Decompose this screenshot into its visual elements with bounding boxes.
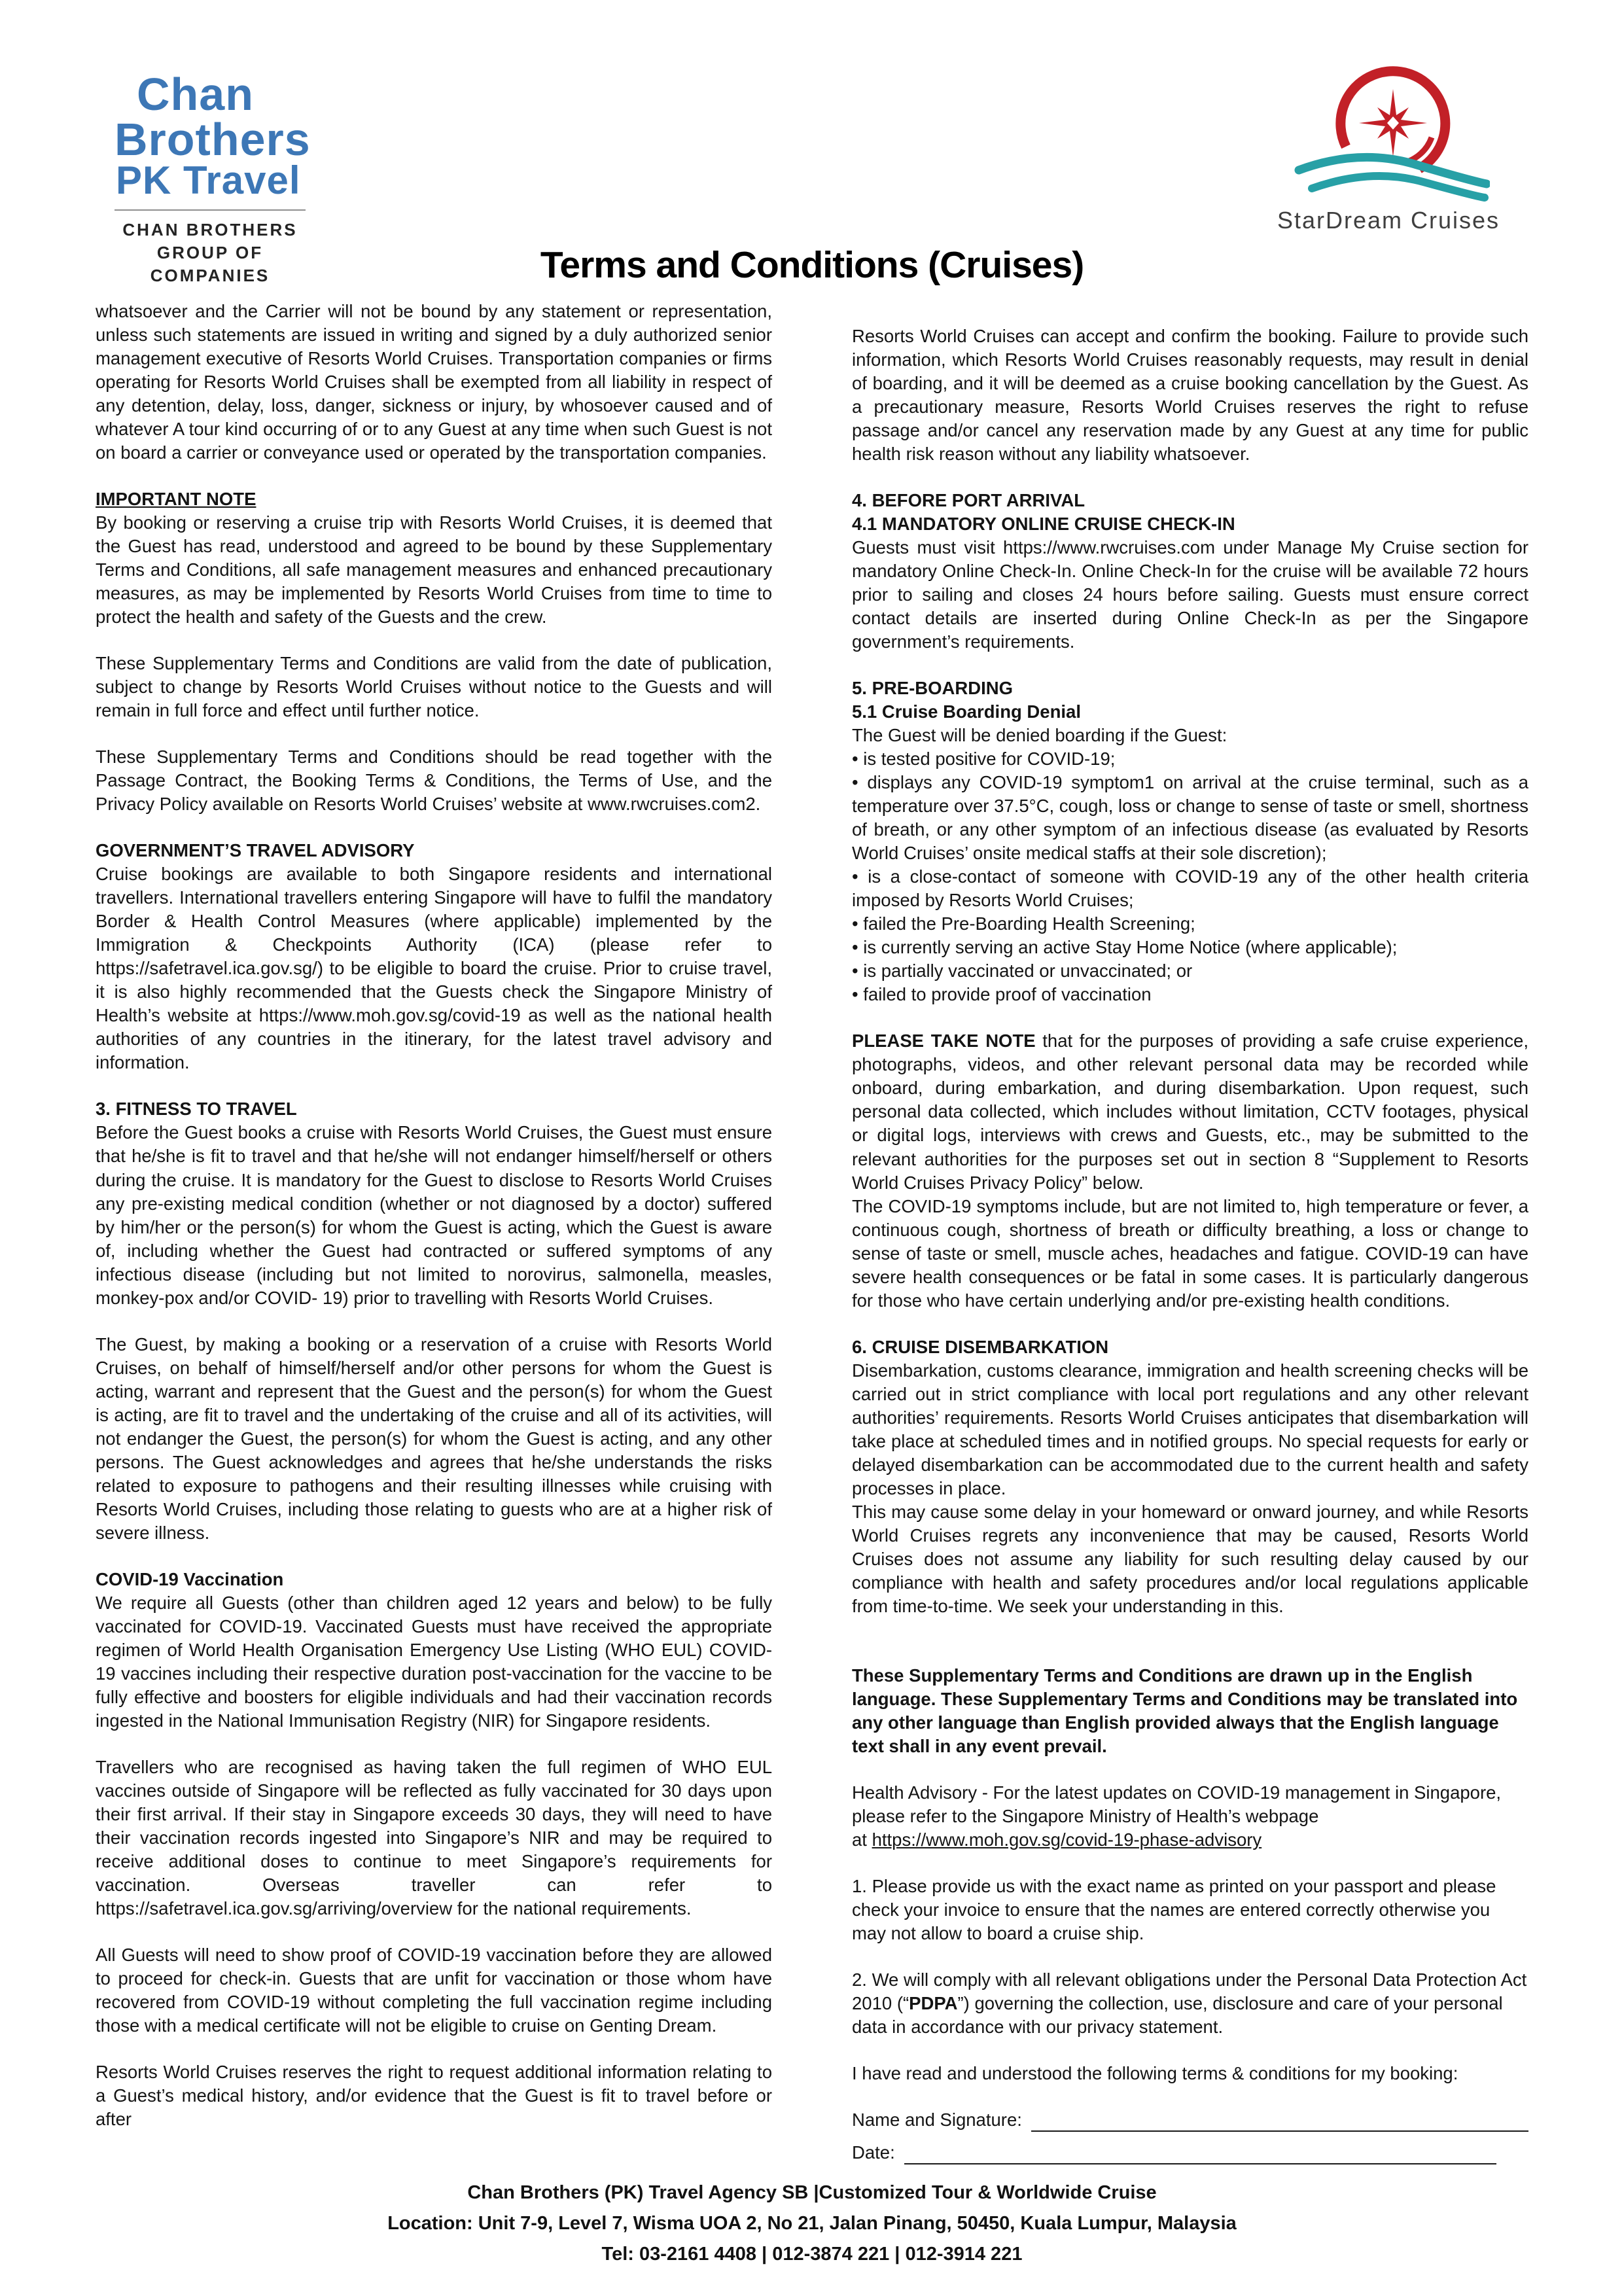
paragraph: All Guests will need to show proof of COVID-19 vaccination before they are allowed to proceed for check-in. Guests that are unfit for vaccination or those whom have recovered from COVID-19 without completing the full vaccination regime including those with a medical certificate will not be eligible to cruise on Genting Dream. [96, 1944, 772, 2036]
please-take-note-text: that for the purposes of providing a safe cruise experience, photographs, videos, and other relevant personal data may be recorded while onboard, during embarkation, and during disembarkation. Upon request, such personal data collected, which includes without limitation, CCTV footages, physical or digital logs, interviews with crews and Guests, etc., may be submitted to the relevant authorities for the purposes set out in section 8 “Supplement to Resorts World Cruises Privacy Policy” below. [852, 1031, 1528, 1193]
logo-divider [115, 209, 306, 211]
passport-name-notice: 1. Please provide us with the exact name as printed on your passport and please check your invoice to ensure that the names are entered correctly otherwise you may not allow to board a cruise ship. [852, 1875, 1496, 1943]
paragraph: These Supplementary Terms and Conditions should be read together with the Passage Contract, the Booking Terms & Conditions, the Terms of Use, and the Privacy Policy available on Resorts World Cruises’ website at www.rwcruises.com2. [96, 747, 772, 815]
pdpa-notice [852, 1968, 1528, 2039]
pdpa-text-post: ”) governing the collection, use, disclosure and care of your personal data in accordance with our privacy statement. [852, 1992, 1503, 2037]
boarding-denial-bullet-list [852, 747, 1528, 1006]
pdpa-label: PDPA [909, 1992, 958, 2013]
english-language-clause: These Supplementary Terms and Conditions are drawn up in the English language. These Supplementary Terms and Conditions may be translated into any other language than English provided always that the English language text shall in any event prevail. [852, 1665, 1518, 1756]
paragraph: The Guest will be denied boarding if the Guest: [852, 725, 1227, 746]
bullet-item: • is currently serving an active Stay Home Notice (where applicable); [852, 937, 1398, 958]
acknowledgement-statement: I have read and understood the following terms & conditions for my booking: [852, 2063, 1458, 2083]
bullet-item: • failed to provide proof of vaccination [852, 984, 1152, 1005]
section-heading-cruise-boarding-denial: 5.1 Cruise Boarding Denial [852, 701, 1081, 722]
health-advisory-line2: please refer to the Singapore Ministry of Health’s webpage [852, 1805, 1319, 1826]
footer-location-line: Location: Unit 7-9, Level 7, Wisma UOA 2, No 21, Jalan Pinang, 50450, Kuala Lumpur, Malaysia [387, 2212, 1237, 2234]
date-label: Date: [852, 2142, 895, 2163]
bullet-item: • is a close-contact of someone with COVID-19 any of the other health criteria imposed by Resorts World Cruises; [852, 866, 1528, 911]
please-take-note-paragraph [852, 1029, 1528, 1194]
paragraph: This may cause some delay in your homeward or onward journey, and while Resorts World Cruises regrets any inconvenience that may be caused, Resorts World Cruises does not assume any liability for such resulting delay caused by our compliance with health and safety procedures and/or local regulations applicable from time-to-time. We seek your understanding in this. [852, 1501, 1528, 1616]
logo-word-pk-travel: PK Travel [116, 158, 301, 203]
page-title: Terms and Conditions (Cruises) [540, 244, 1084, 286]
paragraph: By booking or reserving a cruise trip with Resorts World Cruises, it is deemed that the Guest has read, understood and agreed to be bound by these Supplementary Terms and Conditions, all safe management measures and enhanced precautionary measures, as may be implemented by Resorts World Cruises from time to time to protect the health and safety of the Guests and the crew. [96, 512, 772, 627]
logo-word-brothers: Brothers [115, 113, 311, 165]
bullet-item: • is tested positive for COVID-19; [852, 749, 1116, 769]
paragraph: The Guest, by making a booking or a reservation of a cruise with Resorts World Cruises, on behalf of himself/herself and/or other persons for whom the Guest is acting, warrant and represent that the Guest and the person(s) for whom the Guest is acting, are fit to travel and the undertaking of the cruise and all of its activities, will not endanger the Guest, the person(s) for whom the Guest is acting, and any other persons. The Guest acknowledges and agrees that he/she understands the risks related to exposure to pathogens and their resulting illnesses while cruising with Resorts World Cruises, including those relating to guests who are at a higher risk of severe illness. [96, 1333, 772, 1543]
section-heading-cruise-disembarkation: 6. CRUISE DISEMBARKATION [852, 1336, 1109, 1357]
paragraph: Cruise bookings are available to both Singapore residents and international travellers. International travellers entering Singapore will have to fulfil the mandatory Border & Health Control Measures (where applicable) implemented by the Immigration & Checkpoints Authority (ICA) (please refer to https://safetravel.ica.gov.sg/) to be eligible to board the cruise. Prior to cruise travel, it is also highly recommended that the Guests check the Singapore Ministry of Health’s website at https://www.moh.gov.sg/covid-19 as well as the national health authorities of any countries in the itinerary, for the latest travel advisory and information. [96, 864, 772, 1073]
please-take-note-label: PLEASE TAKE NOTE [852, 1031, 1036, 1051]
bullet-item: • is partially vaccinated or unvaccinated; or [852, 961, 1193, 981]
logo-subtitle-line1: CHAN BROTHERS [122, 219, 298, 239]
paragraph: The COVID-19 symptoms include, but are not limited to, high temperature or fever, a continuous cough, shortness of breath or difficulty breathing, a loss or change to sense of taste or smell, muscle aches, headaches and fatigue. COVID-19 can have severe health consequences or be fatal in some cases. It is particularly dangerous for those who have certain underlying and/or pre-existing health conditions. [852, 1195, 1528, 1311]
paragraph: Before the Guest books a cruise with Resorts World Cruises, the Guest must ensure that he/she is fit to travel and that he/she will not endanger himself/herself or others during the cruise. It is mandatory for the Guest to disclose to Resorts World Cruises any pre-existing medical condition (whether or not diagnosed by a doctor) suffered by him/her or the person(s) for whom the Guest is acting, which the Guest is aware of, including whether the Guest had contracted or suffered symptoms of any infectious disease (including but not limited to norovirus, salmonella, measles, monkey-pox and/or COVID- 19) prior to travelling with Resorts World Cruises. [96, 1122, 772, 1308]
section-heading-before-port-arrival: 4. BEFORE PORT ARRIVAL [852, 490, 1085, 511]
stardream-cruises-logo [1271, 58, 1506, 234]
signature-input-line[interactable] [1031, 2112, 1528, 2132]
health-advisory-line3 [852, 1828, 1528, 1852]
section-heading-important-note: IMPORTANT NOTE [96, 489, 256, 510]
date-row [852, 2141, 1528, 2164]
section-heading-pre-boarding: 5. PRE-BOARDING [852, 678, 1013, 699]
section-heading-fitness-to-travel: 3. FITNESS TO TRAVEL [96, 1099, 297, 1120]
stardream-logo-label: StarDream Cruises [1277, 207, 1500, 234]
paragraph: Resorts World Cruises reserves the right to request additional information relating to a Guest’s medical history, and/or evidence that the Guest is fit to travel before or after [96, 2062, 772, 2130]
paragraph: Resorts World Cruises can accept and confirm the booking. Failure to provide such information, which Resorts World Cruises reasonably requests, may result in denial of boarding, and it will be deemed as a cruise booking cancellation by the Guest. As a precautionary measure, Resorts World Cruises reserves the right to refuse passage and/or cancel any reservation made by any Guest at any time for public health risk reason without any liability whatsoever. [852, 326, 1528, 465]
signature-label: Name and Signature: [852, 2110, 1022, 2130]
signature-row [852, 2108, 1528, 2132]
moh-advisory-link[interactable]: https://www.moh.gov.sg/covid-19-phase-advisory [872, 1829, 1262, 1850]
stardream-compass-wave-icon [1287, 58, 1490, 205]
footer-phone-line: Tel: 03-2161 4408 | 012-3874 221 | 012-3914 221 [601, 2243, 1023, 2265]
paragraph: These Supplementary Terms and Conditions are valid from the date of publication, subject to change by Resorts World Cruises without notice to the Guests and will remain in full force and effect until further notice. [96, 653, 772, 721]
document-footer [0, 2178, 1624, 2270]
section-heading-mandatory-online-checkin: 4.1 MANDATORY ONLINE CRUISE CHECK-IN [852, 514, 1235, 535]
footer-agency-line: Chan Brothers (PK) Travel Agency SB |Customized Tour & Worldwide Cruise [467, 2182, 1157, 2203]
right-column [852, 300, 1528, 2174]
logo-word-chan: Chan [137, 69, 254, 120]
paragraph: Disembarkation, customs clearance, immigration and health screening checks will be carried out in strict compliance with local port regulations and any other relevant authorities’ requirements. Resorts World Cruises anticipates that disembarkation will take place at scheduled times and in notified groups. No special requests for early or delayed disembarkation can be accommodated due to the current health and safety processes in place. [852, 1360, 1528, 1498]
health-advisory-line1: Health Advisory - For the latest updates on COVID-19 management in Singapore, [852, 1782, 1502, 1803]
paragraph: whatsoever and the Carrier will not be bound by any statement or representation, unless such statements are issued in writing and signed by a duly authorized senior management executive of Resorts World Cruises. Transportation companies or firms operating for Resorts World Cruises shall be exempted from all liability in respect of any detention, delay, loss, danger, sickness or injury, by whosoever caused and of whatever A tour kind occurring of or to any Guest at any time when such Guest is not on board a carrier or conveyance used or operated by the transportation companies. [96, 301, 772, 463]
paragraph: We require all Guests (other than children aged 12 years and below) to be fully vaccinated for COVID-19. Vaccinated Guests must have received the appropriate regimen of World Health Organisation Emergency Use Listing (WHO EUL) COVID-19 vaccines including their respective duration post-vaccination for the vaccine to be fully effective and boosters for eligible individuals and had their vaccination records ingested in the National Immunisation Registry (NIR) for Singapore residents. [96, 1592, 772, 1731]
section-heading-government-travel-advisory: GOVERNMENT’S TRAVEL ADVISORY [96, 840, 415, 861]
left-column [96, 300, 772, 2174]
pdpa-text-pre: 2. We will comply with all relevant obligations under the Personal Data Protection Act 2010 (“ [852, 1969, 1527, 2013]
date-input-line[interactable] [904, 2145, 1496, 2164]
paragraph: Travellers who are recognised as having taken the full regimen of WHO EUL vaccines outside of Singapore will be reflected as fully vaccinated for 30 days upon their first arrival. If their stay in Singapore exceeds 30 days, they will need to have their vaccination records ingested into Singapore’s NIR and may be required to receive additional doses to continue to meet Singapore’s requirements for vaccination. Overseas traveller can refer to https://safetravel.ica.gov.sg/arriving/overview for the national requirements. [96, 1756, 772, 1918]
logo-subtitle-line2: GROUP OF COMPANIES [150, 243, 270, 286]
section-heading-covid-vaccination: COVID-19 Vaccination [96, 1568, 284, 1589]
link-prefix: at [852, 1829, 872, 1850]
bullet-item: • failed the Pre-Boarding Health Screening; [852, 913, 1195, 934]
document-columns [96, 300, 1528, 2174]
paragraph: Guests must visit https://www.rwcruises.com under Manage My Cruise section for mandatory Online Check-In. Online Check-In for the cruise will be available 72 hours prior to sailing and closes 24 hours before sailing. Guests must ensure correct contact details are inserted during Online Check-In as per the Singapore government’s requirements. [852, 537, 1528, 652]
bullet-item: • displays any COVID-19 symptom1 on arrival at the cruise terminal, such as a temperature over 37.5°C, cough, loss or change to sense of taste or smell, shortness of breath, or any other symptom of an infectious disease (as evaluated by Resorts World Cruises’ onsite medical staffs at their sole discretion); [852, 772, 1528, 864]
